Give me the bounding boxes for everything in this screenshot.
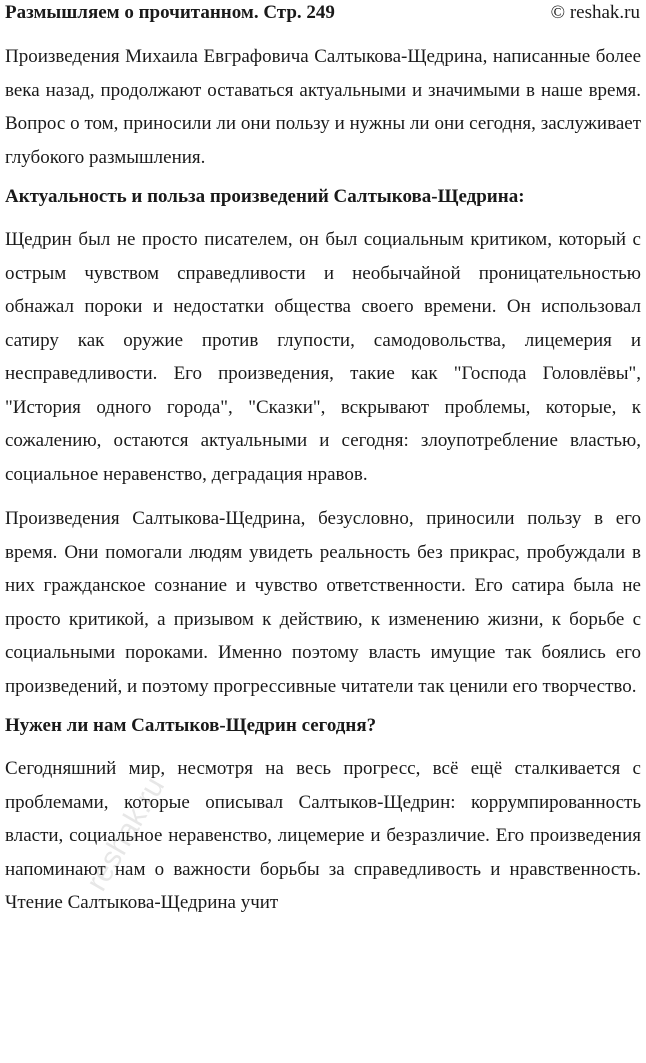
section-heading-today: Нужен ли нам Салтыков-Щедрин сегодня?	[5, 715, 377, 736]
paragraph-today: Сегодняшний мир, несмотря на весь прогресс, всё ещё сталкивается с проблемами, которые описывал Салтыков-Щедрин: коррумпированность власти, социальное неравенство, лицемерие и безразличие. Его произведения напоминают нам о важности борьбы за справедливость и нравственность. Чтение Салтыкова-Щедрина учит	[5, 758, 641, 913]
intro-paragraph: Произведения Михаила Евграфовича Салтыкова-Щедрина, написанные более века назад, продолжают оставаться актуальными и значимыми в наше время. Вопрос о том, приносили ли они пользу и нужны ли они сегодня, заслуживает глубокого размышления.	[5, 46, 641, 168]
page-title: Размышляем о прочитанном. Стр. 249	[5, 2, 335, 23]
paragraph-critic: Щедрин был не просто писателем, он был социальным критиком, который с острым чувством справедливости и необычайной проницательностью обнажал пороки и недостатки общества своего времени. Он использовал сатиру как оружие против глупости, самодовольства, лицемерия и несправедливости. Его произведения, такие как "Господа Головлёвы", "История одного города", "Сказки", вскрывают проблемы, которые, к сожалению, остаются актуальными и сегодня: злоупотребление властью, социальное неравенство, деградация нравов.	[5, 229, 641, 485]
page-header	[0, 0, 646, 30]
paragraph-benefit: Произведения Салтыкова-Щедрина, безусловно, приносили пользу в его время. Они помогали людям увидеть реальность без прикрас, пробуждали в них гражданское сознание и чувство ответственности. Его сатира была не просто критикой, а призывом к действию, к изменению жизни, к борьбе с социальными пороками. Именно поэтому власть имущие так боялись его произведений, и поэтому прогрессивные читатели так ценили его творчество.	[5, 508, 641, 697]
watermark: reshak.ru	[80, 771, 172, 897]
article-body	[5, 40, 641, 931]
section-heading-relevance: Актуальность и польза произведений Салтыкова-Щедрина:	[5, 186, 525, 207]
source-credit: © reshak.ru	[550, 2, 640, 23]
